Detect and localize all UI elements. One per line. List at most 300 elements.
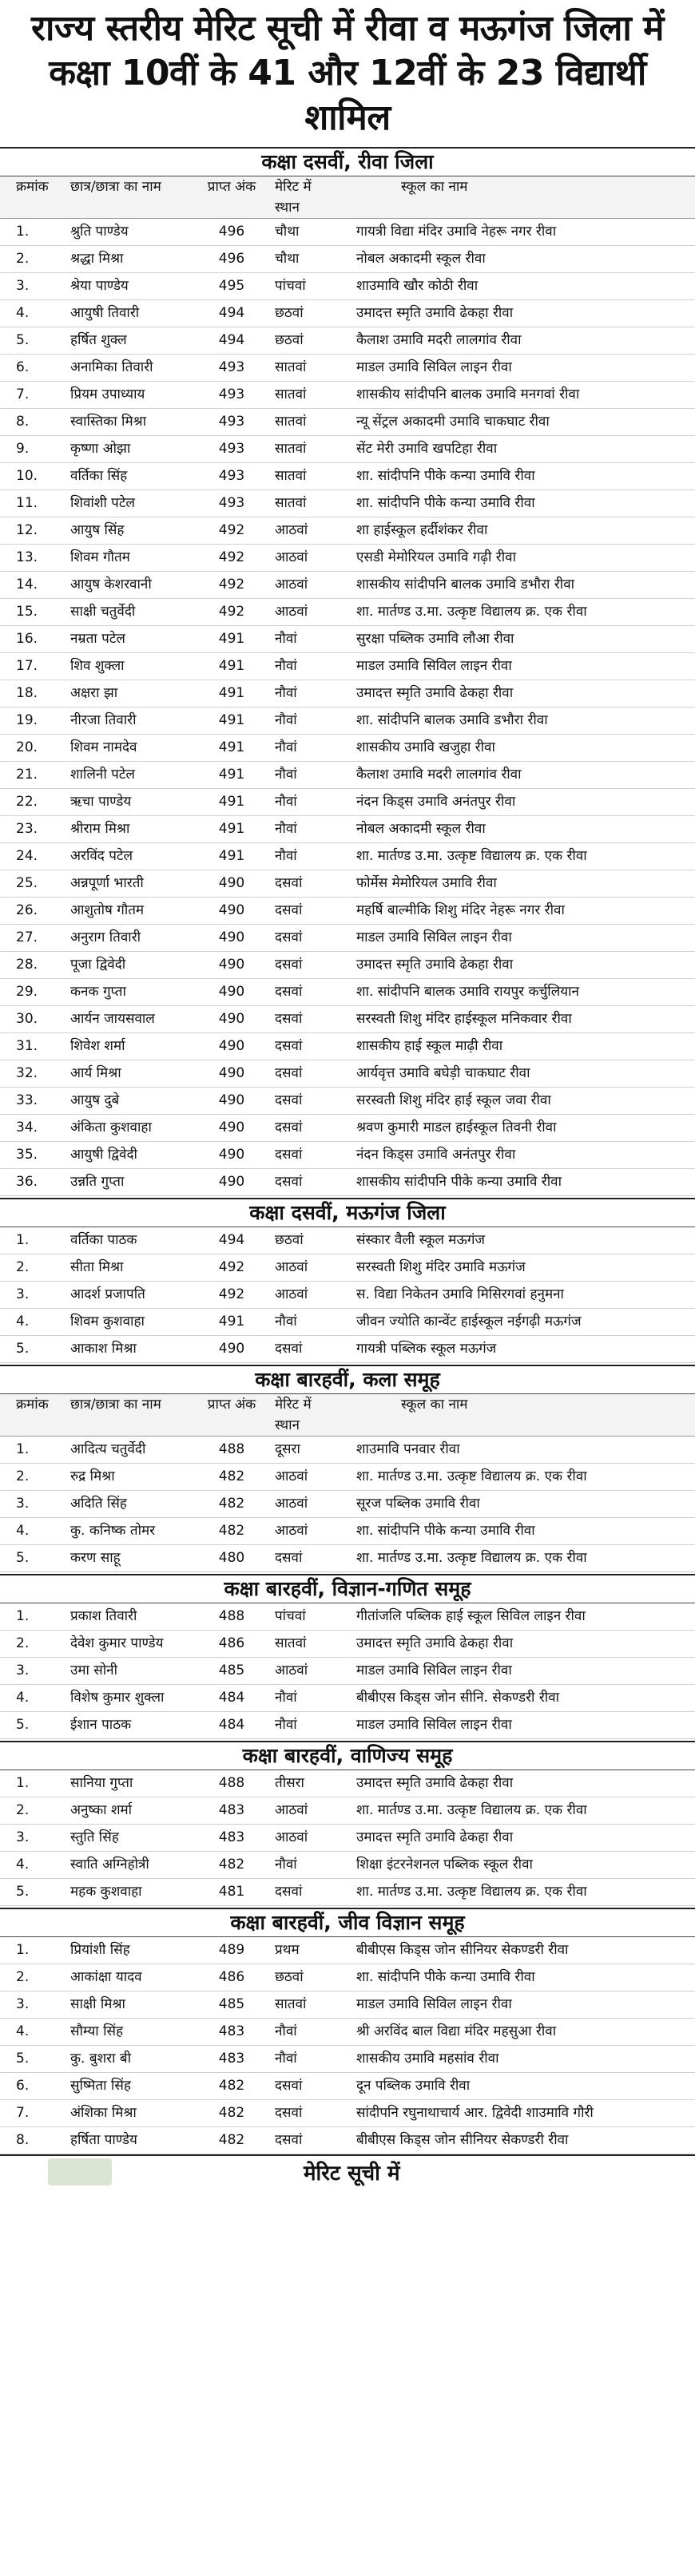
- rank-cell: 2.: [16, 1802, 30, 1818]
- student-name-cell: कु. बुशरा बी: [70, 2051, 132, 2067]
- rank-cell: 31.: [16, 1038, 38, 1054]
- merit-position-cell: नौवां: [275, 1314, 297, 1330]
- student-name-cell: श्रुति पाण्डेय: [70, 224, 129, 240]
- table-row: [0, 707, 695, 735]
- marks-cell: 494: [218, 1232, 245, 1248]
- merit-position-cell: नौवां: [275, 767, 297, 783]
- rank-cell: 19.: [16, 712, 38, 728]
- student-name-cell: शिवम नामदेव: [70, 739, 137, 755]
- school-name-cell: शा. मार्तण्ड उ.मा. उत्कृष्ट विद्यालय क्र. एक रीवा: [356, 604, 587, 620]
- table-row: [0, 355, 695, 382]
- column-header: मेरिट में स्थान: [275, 179, 312, 216]
- marks-cell: 486: [218, 1635, 245, 1651]
- table-row: [0, 653, 695, 680]
- column-header: स्कूल का नाम: [401, 1397, 468, 1413]
- merit-position-cell: छठवां: [275, 1969, 304, 1985]
- table-row: [0, 1336, 695, 1363]
- rank-cell: 1.: [16, 1775, 30, 1791]
- school-name-cell: शासकीय उमावि खजुहा रीवा: [356, 739, 495, 755]
- marks-cell: 483: [218, 2051, 245, 2067]
- rank-cell: 1.: [16, 1441, 30, 1457]
- table-row: [0, 1464, 695, 1491]
- marks-cell: 493: [218, 441, 245, 457]
- rank-cell: 25.: [16, 875, 38, 891]
- student-name-cell: आयुषी तिवारी: [70, 305, 140, 321]
- marks-cell: 490: [218, 957, 245, 973]
- student-name-cell: साक्षी मिश्रा: [70, 1996, 125, 2012]
- school-name-cell: उमादत्त स्मृति उमावि ढेकहा रीवा: [356, 1829, 514, 1845]
- merit-position-cell: दसवां: [275, 2132, 303, 2148]
- school-name-cell: शा. मार्तण्ड उ.मा. उत्कृष्ट विद्यालय क्र. एक रीवा: [356, 1802, 587, 1818]
- rank-cell: 1.: [16, 1608, 30, 1624]
- student-name-cell: शालिनी पटेल: [70, 767, 135, 783]
- marks-cell: 490: [218, 1092, 245, 1108]
- marks-cell: 493: [218, 386, 245, 402]
- school-name-cell: शा. मार्तण्ड उ.मा. उत्कृष्ट विद्यालय क्र. एक रीवा: [356, 848, 587, 864]
- school-name-cell: सरस्वती शिशु मंदिर उमावि मऊगंज: [356, 1259, 526, 1275]
- headline-line-1: राज्य स्तरीय मेरिट सूची में रीवा व मऊगंज जिला में: [31, 8, 664, 49]
- table-row: [0, 816, 695, 843]
- student-name-cell: कृष्णा ओझा: [70, 441, 131, 457]
- school-name-cell: शिक्षा इंटरनेशनल पब्लिक स्कूल रीवा: [356, 1857, 533, 1873]
- table-row: [0, 1254, 695, 1282]
- marks-cell: 481: [218, 1884, 245, 1900]
- student-name-cell: अनुराग तिवारी: [70, 929, 141, 945]
- merit-position-cell: दसवां: [275, 1884, 303, 1900]
- rank-cell: 9.: [16, 441, 30, 457]
- rank-cell: 3.: [16, 1286, 30, 1302]
- section-title: कक्षा बारहवीं, विज्ञान-गणित समूह: [0, 1574, 695, 1603]
- table-row: [0, 762, 695, 789]
- table-row: [0, 843, 695, 870]
- table-row: [0, 870, 695, 898]
- merit-position-cell: आठवां: [275, 522, 308, 538]
- school-name-cell: नोबल अकादमी स्कूल रीवा: [356, 251, 486, 267]
- merit-position-cell: नौवां: [275, 2023, 297, 2039]
- school-name-cell: शा. सांदीपनि पीके कन्या उमावि रीवा: [356, 468, 535, 484]
- merit-position-cell: आठवां: [275, 1829, 308, 1845]
- merit-position-cell: आठवां: [275, 1286, 308, 1302]
- merit-position-cell: आठवां: [275, 1802, 308, 1818]
- student-name-cell: हर्षित शुक्ल: [70, 332, 127, 348]
- school-name-cell: उमादत्त स्मृति उमावि ढेकहा रीवा: [356, 1635, 514, 1651]
- marks-cell: 485: [218, 1663, 245, 1678]
- school-name-cell: उमादत्त स्मृति उमावि ढेकहा रीवा: [356, 685, 514, 701]
- table-row: [0, 680, 695, 707]
- rank-cell: 28.: [16, 957, 38, 973]
- column-header: मेरिट में स्थान: [275, 1397, 312, 1433]
- school-name-cell: सरस्वती शिशु मंदिर हाईस्कूल मनिकवार रीवा: [356, 1011, 572, 1027]
- rank-cell: 2.: [16, 1468, 30, 1484]
- marks-cell: 491: [218, 821, 245, 837]
- table-row: [0, 1033, 695, 1060]
- table-row: [0, 1006, 695, 1033]
- marks-cell: 490: [218, 929, 245, 945]
- merit-position-cell: सातवां: [275, 386, 307, 402]
- school-name-cell: आर्यवृत्त उमावि बघेड़ी चाकघाट रीवा: [356, 1065, 530, 1081]
- rank-cell: 4.: [16, 1690, 30, 1706]
- marks-cell: 492: [218, 522, 245, 538]
- merit-position-cell: चौथा: [275, 251, 300, 267]
- rank-cell: 5.: [16, 1717, 30, 1733]
- rank-cell: 22.: [16, 794, 38, 810]
- school-name-cell: माडल उमावि सिविल लाइन रीवा: [356, 929, 512, 945]
- school-name-cell: स. विद्या निकेतन उमावि मिसिरगवां हनुमना: [356, 1286, 564, 1302]
- student-name-cell: ईशान पाठक: [70, 1717, 132, 1733]
- rank-cell: 1.: [16, 1232, 30, 1248]
- student-name-cell: हर्षिता पाण्डेय: [70, 2132, 137, 2148]
- marks-cell: 488: [218, 1775, 245, 1791]
- merit-position-cell: दसवां: [275, 875, 303, 891]
- marks-cell: 484: [218, 1690, 245, 1706]
- column-header: क्रमांक: [16, 179, 49, 195]
- student-name-cell: कु. कनिष्क तोमर: [70, 1523, 156, 1539]
- column-header: स्कूल का नाम: [401, 179, 468, 195]
- student-name-cell: प्रियम उपाध्याय: [70, 386, 145, 402]
- footer-text: मेरिट सूची में: [304, 2162, 400, 2186]
- school-name-cell: उमादत्त स्मृति उमावि ढेकहा रीवा: [356, 305, 514, 321]
- section-title: कक्षा बारहवीं, कला समूह: [0, 1365, 695, 1394]
- student-name-cell: श्रीराम मिश्रा: [70, 821, 130, 837]
- merit-position-cell: छठवां: [275, 332, 304, 348]
- student-name-cell: श्रेया पाण्डेय: [70, 278, 129, 294]
- student-name-cell: उमा सोनी: [70, 1663, 118, 1678]
- marks-cell: 490: [218, 1038, 245, 1054]
- student-name-cell: अनामिका तिवारी: [70, 359, 153, 375]
- student-name-cell: शिवेश शर्मा: [70, 1038, 125, 1054]
- school-name-cell: माडल उमावि सिविल लाइन रीवा: [356, 1663, 512, 1678]
- merit-position-cell: सातवां: [275, 468, 307, 484]
- marks-cell: 490: [218, 1120, 245, 1135]
- table-row: [0, 246, 695, 273]
- student-name-cell: शिव शुक्ला: [70, 658, 125, 674]
- rank-cell: 26.: [16, 902, 38, 918]
- school-name-cell: कैलाश उमावि मदरी लालगांव रीवा: [356, 332, 522, 348]
- school-name-cell: जीवन ज्योति कान्वेंट हाईस्कूल नईगढ़ी मऊगंज: [356, 1314, 582, 1330]
- rank-cell: 4.: [16, 1314, 30, 1330]
- table-row: [0, 545, 695, 572]
- merit-position-cell: दसवां: [275, 1011, 303, 1027]
- merit-position-cell: नौवां: [275, 1690, 297, 1706]
- merit-position-cell: सातवां: [275, 1996, 307, 2012]
- merit-position-cell: नौवां: [275, 739, 297, 755]
- student-name-cell: ऋचा पाण्डेय: [70, 794, 132, 810]
- student-name-cell: शिवम गौतम: [70, 549, 130, 565]
- table-header: [0, 176, 695, 219]
- table-row: [0, 327, 695, 355]
- marks-cell: 492: [218, 604, 245, 620]
- marks-cell: 496: [218, 224, 245, 240]
- rank-cell: 3.: [16, 1663, 30, 1678]
- column-header: छात्र/छात्रा का नाम: [70, 179, 161, 195]
- student-name-cell: करण साहू: [70, 1550, 121, 1566]
- table-row: [0, 2019, 695, 2046]
- table-row: [0, 789, 695, 816]
- rank-cell: 32.: [16, 1065, 38, 1081]
- school-name-cell: नंदन किड्स उमावि अनंतपुर रीवा: [356, 794, 516, 810]
- school-name-cell: श्रवण कुमारी माडल हाईस्कूल तिवनी रीवा: [356, 1120, 557, 1135]
- column-header: क्रमांक: [16, 1397, 49, 1413]
- rank-cell: 15.: [16, 604, 38, 620]
- rank-cell: 6.: [16, 359, 30, 375]
- marks-cell: 483: [218, 1829, 245, 1845]
- student-name-cell: सानिया गुप्ता: [70, 1775, 133, 1791]
- marks-cell: 483: [218, 2023, 245, 2039]
- school-name-cell: गीतांजलि पब्लिक हाई स्कूल सिविल लाइन रीवा: [356, 1608, 586, 1624]
- student-name-cell: आयुष केशरवानी: [70, 577, 152, 592]
- merit-position-cell: दूसरा: [275, 1441, 300, 1457]
- marks-cell: 491: [218, 685, 245, 701]
- student-name-cell: प्रियांशी सिंह: [70, 1942, 130, 1958]
- marks-cell: 490: [218, 875, 245, 891]
- table-row: [0, 1142, 695, 1169]
- school-name-cell: कैलाश उमावि मदरी लालगांव रीवा: [356, 767, 522, 783]
- marks-cell: 490: [218, 1147, 245, 1163]
- section-title: कक्षा बारहवीं, वाणिज्य समूह: [0, 1741, 695, 1770]
- section-title: कक्षा बारहवीं, जीव विज्ञान समूह: [0, 1908, 695, 1937]
- table-row: [0, 382, 695, 409]
- school-name-cell: शासकीय हाई स्कूल माढ़ी रीवा: [356, 1038, 503, 1054]
- table-row: [0, 1712, 695, 1739]
- school-name-cell: शा. मार्तण्ड उ.मा. उत्कृष्ट विद्यालय क्र. एक रीवा: [356, 1550, 587, 1566]
- merit-position-cell: आठवां: [275, 577, 308, 592]
- school-name-cell: माडल उमावि सिविल लाइन रीवा: [356, 658, 512, 674]
- student-name-cell: स्वास्तिका मिश्रा: [70, 414, 147, 430]
- table-row: [0, 1797, 695, 1825]
- rank-cell: 21.: [16, 767, 38, 783]
- school-name-cell: सांदीपनि रघुनाथाचार्य आर. द्विवेदी शाउमावि गौरी: [356, 2105, 594, 2121]
- marks-cell: 482: [218, 2105, 245, 2121]
- school-name-cell: न्यू सेंट्रल अकादमी उमावि चाकघाट रीवा: [356, 414, 550, 430]
- rank-cell: 2.: [16, 251, 30, 267]
- marks-cell: 482: [218, 2132, 245, 2148]
- student-name-cell: वर्तिका सिंह: [70, 468, 128, 484]
- marks-cell: 492: [218, 549, 245, 565]
- rank-cell: 16.: [16, 631, 38, 647]
- headline-line-2: कक्षा 10वीं के 41 और 12वीं के 23 विद्यार्थी शामिल: [49, 53, 646, 138]
- rank-cell: 8.: [16, 2132, 30, 2148]
- school-name-cell: शा. सांदीपनि पीके कन्या उमावि रीवा: [356, 1523, 535, 1539]
- marks-cell: 491: [218, 1314, 245, 1330]
- marks-cell: 489: [218, 1942, 245, 1958]
- school-name-cell: बीबीएस किड्स जोन सीनियर सेकण्डरी रीवा: [356, 1942, 569, 1958]
- school-name-cell: फोर्मेस मेमोरियल उमावि रीवा: [356, 875, 497, 891]
- school-name-cell: बीबीएस किड्स जोन सीनि. सेकण्डरी रीवा: [356, 1690, 560, 1706]
- student-name-cell: आदित्य चतुर्वेदी: [70, 1441, 146, 1457]
- table-header: [0, 1394, 695, 1437]
- column-header: प्राप्त अंक: [207, 179, 256, 195]
- marks-cell: 494: [218, 332, 245, 348]
- rank-cell: 12.: [16, 522, 38, 538]
- student-name-cell: आर्यन जायसवाल: [70, 1011, 155, 1027]
- table-row: [0, 735, 695, 762]
- merit-position-cell: दसवां: [275, 902, 303, 918]
- rank-cell: 7.: [16, 386, 30, 402]
- student-name-cell: नीरजा तिवारी: [70, 712, 137, 728]
- student-name-cell: प्रकाश तिवारी: [70, 1608, 137, 1624]
- sections-container: [0, 147, 695, 2154]
- rank-cell: 23.: [16, 821, 38, 837]
- rank-cell: 5.: [16, 2051, 30, 2067]
- student-name-cell: अरविंद पटेल: [70, 848, 133, 864]
- school-name-cell: एसडी मेमोरियल उमावि गढ़ी रीवा: [356, 549, 516, 565]
- rank-cell: 5.: [16, 1341, 30, 1357]
- merit-position-cell: सातवां: [275, 495, 307, 511]
- marks-cell: 493: [218, 414, 245, 430]
- marks-cell: 492: [218, 1286, 245, 1302]
- student-name-cell: आर्य मिश्रा: [70, 1065, 121, 1081]
- student-name-cell: श्रद्धा मिश्रा: [70, 251, 124, 267]
- school-name-cell: शासकीय सांदीपनि बालक उमावि डभौरा रीवा: [356, 577, 575, 592]
- table-row: [0, 1169, 695, 1196]
- rank-cell: 3.: [16, 1996, 30, 2012]
- table-row: [0, 2073, 695, 2100]
- rank-cell: 4.: [16, 305, 30, 321]
- table-row: [0, 1658, 695, 1685]
- rank-cell: 3.: [16, 1829, 30, 1845]
- school-name-cell: माडल उमावि सिविल लाइन रीवा: [356, 359, 512, 375]
- merit-position-cell: नौवां: [275, 685, 297, 701]
- merit-position-cell: दसवां: [275, 1038, 303, 1054]
- marks-cell: 480: [218, 1550, 245, 1566]
- school-name-cell: शासकीय सांदीपनि बालक उमावि मनगवां रीवा: [356, 386, 580, 402]
- merit-position-cell: पांचवां: [275, 278, 306, 294]
- student-name-cell: आयुष सिंह: [70, 522, 125, 538]
- student-name-cell: रुद्र मिश्रा: [70, 1468, 115, 1484]
- student-name-cell: वर्तिका पाठक: [70, 1232, 137, 1248]
- marks-cell: 490: [218, 1174, 245, 1190]
- student-name-cell: विशेष कुमार शुक्ला: [70, 1690, 165, 1706]
- marks-cell: 491: [218, 848, 245, 864]
- merit-position-cell: दसवां: [275, 1341, 303, 1357]
- merit-position-cell: दसवां: [275, 957, 303, 973]
- marks-cell: 488: [218, 1608, 245, 1624]
- student-name-cell: अंशिका मिश्रा: [70, 2105, 137, 2121]
- school-name-cell: महर्षि बाल्मीकि शिशु मंदिर नेहरू नगर रीवा: [356, 902, 565, 918]
- school-name-cell: माडल उमावि सिविल लाइन रीवा: [356, 1717, 512, 1733]
- student-name-cell: साक्षी चतुर्वेदी: [70, 604, 136, 620]
- student-name-cell: शिवम कुशवाहा: [70, 1314, 145, 1330]
- table-row: [0, 1991, 695, 2019]
- merit-position-cell: सातवां: [275, 414, 307, 430]
- student-name-cell: कनक गुप्ता: [70, 984, 126, 1000]
- rank-cell: 10.: [16, 468, 38, 484]
- column-header: प्राप्त अंक: [207, 1397, 256, 1413]
- rank-cell: 3.: [16, 278, 30, 294]
- merit-position-cell: नौवां: [275, 1717, 297, 1733]
- table-row: [0, 1770, 695, 1797]
- marks-cell: 490: [218, 1341, 245, 1357]
- rank-cell: 35.: [16, 1147, 38, 1163]
- school-name-cell: शाउमावि खौर कोठी रीवा: [356, 278, 479, 294]
- marks-cell: 485: [218, 1996, 245, 2012]
- merit-position-cell: नौवां: [275, 794, 297, 810]
- marks-cell: 482: [218, 1857, 245, 1873]
- rank-cell: 11.: [16, 495, 38, 511]
- school-name-cell: श्री अरविंद बाल विद्या मंदिर महसुआ रीवा: [356, 2023, 557, 2039]
- marks-cell: 494: [218, 305, 245, 321]
- rank-cell: 29.: [16, 984, 38, 1000]
- school-name-cell: सूरज पब्लिक उमावि रीवा: [356, 1496, 480, 1512]
- school-name-cell: शासकीय सांदीपनि पीके कन्या उमावि रीवा: [356, 1174, 562, 1190]
- school-name-cell: उमादत्त स्मृति उमावि ढेकहा रीवा: [356, 1775, 514, 1791]
- marks-cell: 491: [218, 794, 245, 810]
- table-row: [0, 1937, 695, 1964]
- marks-cell: 482: [218, 1523, 245, 1539]
- marks-cell: 493: [218, 359, 245, 375]
- table-row: [0, 1631, 695, 1658]
- rank-cell: 5.: [16, 1550, 30, 1566]
- rank-cell: 2.: [16, 1635, 30, 1651]
- merit-position-cell: चौथा: [275, 224, 300, 240]
- marks-cell: 486: [218, 1969, 245, 1985]
- merit-position-cell: दसवां: [275, 1174, 303, 1190]
- photo-thumbnail: [48, 2158, 112, 2186]
- student-name-cell: आकांक्षा यादव: [70, 1969, 142, 1985]
- merit-position-cell: दसवां: [275, 929, 303, 945]
- merit-position-cell: दसवां: [275, 984, 303, 1000]
- marks-cell: 490: [218, 1065, 245, 1081]
- merit-position-cell: दसवां: [275, 1120, 303, 1135]
- merit-position-cell: आठवां: [275, 1468, 308, 1484]
- student-name-cell: अक्षरा झा: [70, 685, 118, 701]
- student-name-cell: सीता मिश्रा: [70, 1259, 124, 1275]
- rank-cell: 13.: [16, 549, 38, 565]
- rank-cell: 4.: [16, 1857, 30, 1873]
- merit-position-cell: तीसरा: [275, 1775, 304, 1791]
- school-name-cell: माडल उमावि सिविल लाइन रीवा: [356, 1996, 512, 2012]
- table-row: [0, 626, 695, 653]
- merit-position-cell: आठवां: [275, 1259, 308, 1275]
- rank-cell: 2.: [16, 1259, 30, 1275]
- school-name-cell: शा. सांदीपनि पीके कन्या उमावि रीवा: [356, 1969, 535, 1985]
- rank-cell: 14.: [16, 577, 38, 592]
- rank-cell: 5.: [16, 332, 30, 348]
- school-name-cell: शा हाईस्कूल हर्दीशंकर रीवा: [356, 522, 488, 538]
- table-row: [0, 1685, 695, 1712]
- table-row: [0, 952, 695, 979]
- merit-position-cell: नौवां: [275, 712, 297, 728]
- student-name-cell: स्तुति सिंह: [70, 1829, 119, 1845]
- merit-position-cell: नौवां: [275, 1857, 297, 1873]
- school-name-cell: शा. सांदीपनि बालक उमावि रायपुर कर्चुलियान: [356, 984, 579, 1000]
- merit-position-cell: सातवां: [275, 1635, 307, 1651]
- school-name-cell: सेंट मेरी उमावि खपटिहा रीवा: [356, 441, 498, 457]
- table-row: [0, 572, 695, 599]
- marks-cell: 495: [218, 278, 245, 294]
- merit-position-cell: छठवां: [275, 305, 304, 321]
- table-row: [0, 898, 695, 925]
- table-row: [0, 219, 695, 246]
- student-name-cell: सुष्मिता सिंह: [70, 2078, 131, 2094]
- marks-cell: 491: [218, 631, 245, 647]
- school-name-cell: नोबल अकादमी स्कूल रीवा: [356, 821, 486, 837]
- table-row: [0, 300, 695, 327]
- merit-position-cell: नौवां: [275, 631, 297, 647]
- rank-cell: 4.: [16, 2023, 30, 2039]
- rank-cell: 6.: [16, 2078, 30, 2094]
- rank-cell: 27.: [16, 929, 38, 945]
- merit-position-cell: दसवां: [275, 2078, 303, 2094]
- headline: [0, 0, 695, 145]
- marks-cell: 493: [218, 468, 245, 484]
- table-row: [0, 1227, 695, 1254]
- table-row: [0, 1437, 695, 1464]
- table-row: [0, 1852, 695, 1879]
- school-name-cell: शा. सांदीपनि पीके कन्या उमावि रीवा: [356, 495, 535, 511]
- rank-cell: 33.: [16, 1092, 38, 1108]
- rank-cell: 8.: [16, 414, 30, 430]
